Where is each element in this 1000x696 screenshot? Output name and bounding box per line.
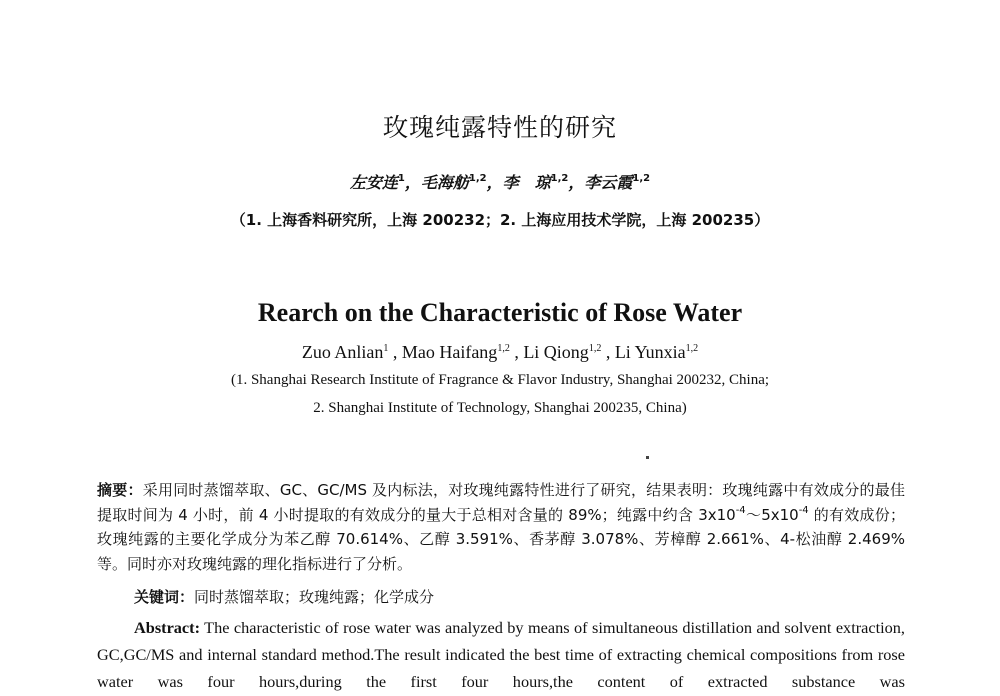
author-separator: ， [404,173,421,192]
author-name: Li Yunxia [614,342,686,362]
scan-dot-mark [646,456,649,459]
english-abstract [97,614,905,695]
chinese-abstract-text: ～5x10 [745,505,799,524]
author-name: 左安连 [349,173,398,192]
author-affiliation-marker: 1,2 [468,173,487,184]
author-affiliation-marker: 1 [383,343,389,354]
chinese-title: 玫瑰纯露特性的研究 [382,113,617,142]
chinese-authors [0,170,1000,193]
author-name: 李 琼 [502,173,551,192]
author-name: 李云霞 [584,173,633,192]
english-abstract-text: The characteristic of rose water was analyzed by means of simultaneous distillation and solvent extraction, GC,GC/MS and internal standard method.The result indicated the best time of extracting chemical compositions from rose water was four hours,during the first four hours,the content of extracted substance was [97,618,905,691]
author-separator: ， [568,173,585,192]
chinese-keywords-label: 关键词： [134,588,195,606]
exponent: -4 [735,504,746,516]
english-authors [0,342,1000,363]
english-affiliation-line-1: (1. Shanghai Research Institute of Fragrance & Flavor Industry, Shanghai 200232, China; [230,372,770,388]
chinese-abstract-text: 采用同时蒸馏萃取、GC、GC/MS 及内标法，对玫瑰纯露特性进行了研究，结果表明：玫瑰纯露中有效成分的最佳提取时间为 4 小时，前 4 小时提取的有效成分的量大于总相对含量的 89%；纯露中约含 3x10 [97,481,905,524]
author-separator: , [601,342,615,362]
author-separator: ， [486,173,503,192]
author-affiliation-marker: 1,2 [685,343,699,354]
english-title: Rearch on the Characteristic of Rose Water [257,298,743,327]
author-affiliation-marker: 1,2 [632,173,651,184]
author-name: Li Qiong [523,342,589,362]
english-affiliation-line-2: 2. Shanghai Institute of Technology, Shanghai 200235, China) [313,400,687,416]
chinese-abstract-text: 的有效成份；玫瑰纯露的主要化学成分为苯乙醇 70.614%、乙醇 3.591%、香茅醇 3.078%、芳樟醇 2.661%、4-松油醇 2.469%等。同时亦对玫瑰纯露的理化指标进行了分析。 [97,505,905,573]
author-affiliation-marker: 1,2 [588,343,602,354]
chinese-abstract-label: 摘要： [97,481,143,499]
author-separator: , [388,342,402,362]
author-affiliation-marker: 1,2 [497,343,510,354]
chinese-keywords [134,586,434,607]
author-separator: , [509,342,524,362]
author-name: 毛海舫 [420,173,469,192]
exponent: -4 [798,504,809,516]
author-affiliation-marker: 1 [397,173,405,184]
author-affiliation-marker: 1,2 [550,173,569,184]
author-name: Mao Haifang [401,342,498,362]
english-abstract-label: Abstract: [134,618,201,637]
chinese-affiliations: （1. 上海香料研究所，上海 200232；2. 上海应用技术学院，上海 200235） [230,211,770,229]
chinese-keywords-text: 同时蒸馏萃取；玫瑰纯露；化学成分 [194,588,435,606]
author-name: Zuo Anlian [301,342,384,362]
chinese-abstract [97,478,905,576]
